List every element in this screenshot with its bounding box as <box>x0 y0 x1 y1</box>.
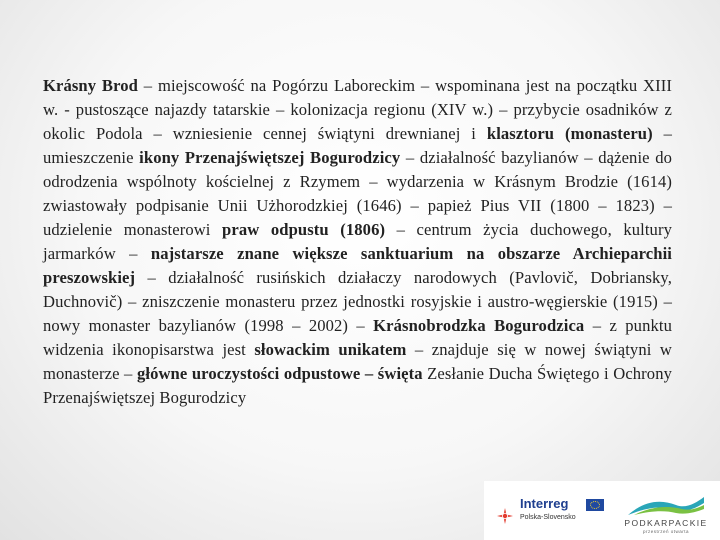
interreg-region: Polska-Slovensko <box>520 514 576 521</box>
place-name: Krásny Brod <box>43 76 138 95</box>
text-segment: Zesłanie Ducha Świętego i Ochrony Przenajświętszej Bogurodzicy <box>43 364 672 407</box>
podkarpackie-wordmark: PODKARPACKIE <box>624 518 708 528</box>
interreg-name: Interreg <box>520 496 569 511</box>
text-segment: – umieszczenie <box>43 124 673 167</box>
interreg-star-icon <box>496 507 514 525</box>
madonna-term: Krásnobrodzka Bogurodzica <box>373 316 585 335</box>
text-segment: – działalność rusińskich działaczy narodowych (Pavlovič, Dobriansky, Duchnovič) – zniszczenie monasteru przez jednostki rosyjskie i austro-węgierskie (1915) – nowy monaster bazylianów (1998 – 2002) – <box>43 268 672 335</box>
text-segment: – działalność bazylianów – dążenie do odrodzenia wspólnoty kościelnej z Rzymem – wydarzenia w Krásnym Brodzie (1614) zwiastowały podpisanie Unii Użhorodzkiej (1646) – papież Pius VII (1800 – 1823) – udzielenie monasterowi <box>43 148 673 239</box>
podkarpackie-tagline: przestrzeń otwarta <box>642 529 689 534</box>
celebrations-term: główne uroczystości odpustowe – święta <box>136 364 423 383</box>
mountains-icon <box>626 493 706 517</box>
logo-bar <box>484 481 720 540</box>
sanctuary-term: najstarsze znane większe sanktuarium na obszarze Archieparchii preszowskiej <box>43 244 673 287</box>
text-segment: – miejscowość na Pogórzu Laboreckim – wspominana jest na początku XIII w. - pustoszące najazdy tatarskie – kolonizacja regionu (XIV w.) – przybycie osadników z okolic Podola – wzniesienie cennej świątyni drewnianej i <box>43 76 672 143</box>
indulgence-term: praw odpustu (1806) <box>222 220 386 239</box>
icon-term: ikony Przenajświętszej Bogurodzicy <box>139 148 401 167</box>
text-segment: – z punktu widzenia ikonopisarstwa jest <box>43 316 672 359</box>
podkarpackie-logo <box>616 493 716 537</box>
text-segment: – centrum życia duchowego, kultury jarmarków – <box>43 220 672 263</box>
text-segment: – znajduje się w nowej świątyni w monasterze – <box>43 340 672 383</box>
eu-flag-icon <box>586 499 604 511</box>
unique-term: słowackim unikatem <box>254 340 407 359</box>
monastery-term: klasztoru (monasteru) <box>486 124 653 143</box>
interreg-logo <box>494 493 606 535</box>
main-paragraph <box>43 74 672 410</box>
